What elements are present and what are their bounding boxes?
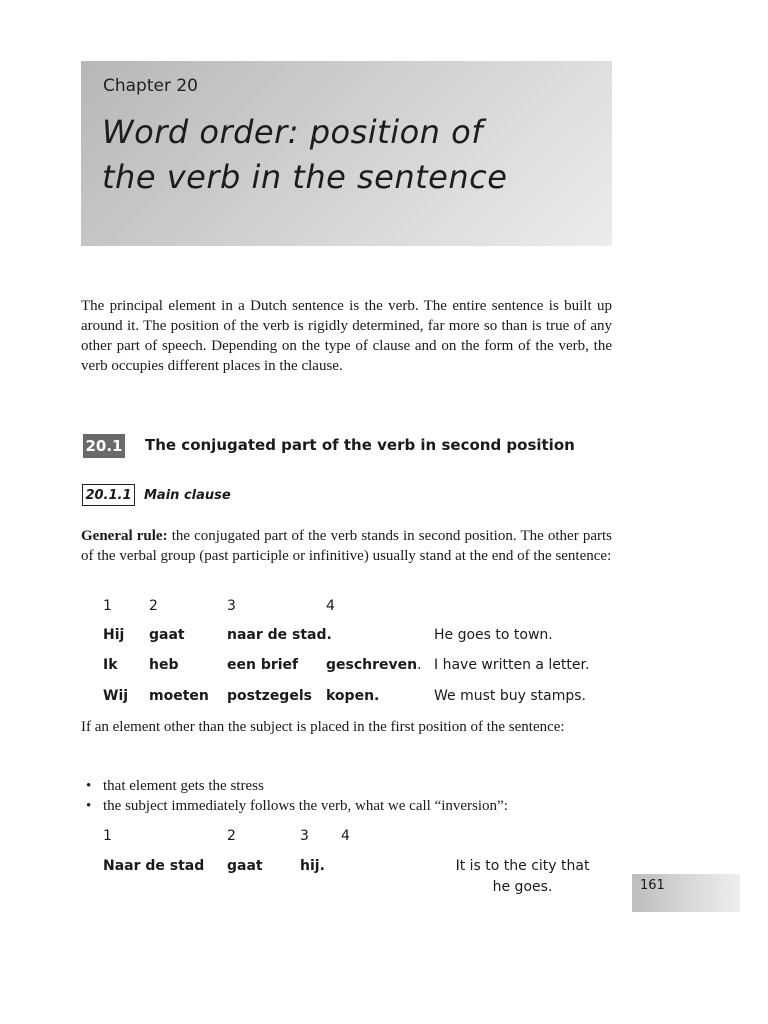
table1-col-2-header: 2	[149, 598, 158, 614]
subsection-number: 20.1.1	[82, 484, 135, 506]
table2-row1-col1: Naar de stad	[103, 858, 205, 874]
list-item: • the subject immediately follows the verb, what we call “inversion”:	[81, 796, 612, 816]
table1-row2-col3: een brief	[227, 657, 299, 673]
section-number: 20.1	[83, 434, 125, 458]
general-rule-paragraph	[81, 526, 612, 566]
table2-col-3-header: 3	[300, 828, 309, 844]
table1-row1-col2: gaat	[149, 627, 185, 643]
table1-row3-col4: kopen.	[326, 688, 380, 704]
bullet-list	[81, 776, 612, 816]
chapter-title-line-1: Word order: position of	[102, 113, 483, 151]
chapter-label: Chapter 20	[103, 76, 199, 96]
table2-translation-line-2: he goes.	[492, 879, 553, 895]
table1-col-3-header: 3	[227, 598, 236, 614]
table2-col-1-header: 1	[103, 828, 112, 844]
table1-row1-col3: naar de stad.	[227, 627, 332, 643]
page-number: 161	[640, 878, 665, 893]
table2-row1-col3: hij.	[300, 858, 325, 874]
section-title: The conjugated part of the verb in second position	[145, 436, 575, 454]
inversion-paragraph: If an element other than the subject is placed in the first position of the sentence:	[81, 719, 565, 735]
chapter-title	[102, 110, 507, 200]
table1-row2-col4-word: geschreven	[326, 657, 418, 673]
table1-row3-col3: postzegels	[227, 688, 312, 704]
table1-row2-col2: heb	[149, 657, 179, 673]
intro-paragraph: The principal element in a Dutch sentence is the verb. The entire sentence is built up around it. The position of the verb is rigidly determined, far more so than is true of any other part of speech. Depending on the type of clause and on the form of the verb, the verb occupies different places in the clause.	[81, 298, 612, 374]
table2-translation-line-1: It is to the city that	[455, 858, 590, 874]
general-rule-text: the conjugated part of the verb stands in second position. The other parts of the verbal group (past participle or infinitive) usually stand at the end of the sentence:	[81, 528, 612, 564]
table1-row1-translation: He goes to town.	[434, 627, 553, 643]
list-item: • that element gets the stress	[81, 776, 612, 796]
table2-col-4-header: 4	[341, 828, 350, 844]
table1-row3-col2: moeten	[149, 688, 209, 704]
table2-row1-translation	[440, 856, 605, 898]
general-rule-label: General rule:	[81, 528, 168, 544]
table1-row2-col4	[326, 657, 422, 673]
subsection-title: Main clause	[144, 488, 231, 503]
table2-row1-col2: gaat	[227, 858, 263, 874]
table1-row1-col1: Hij	[103, 627, 125, 643]
table1-col-1-header: 1	[103, 598, 112, 614]
table1-row3-translation: We must buy stamps.	[434, 688, 586, 704]
table2-col-2-header: 2	[227, 828, 236, 844]
table1-col-4-header: 4	[326, 598, 335, 614]
table1-row2-col4-punct: .	[417, 657, 422, 673]
chapter-title-line-2: the verb in the sentence	[102, 158, 508, 196]
table1-row3-col1: Wij	[103, 688, 129, 704]
table1-row2-translation: I have written a letter.	[434, 657, 590, 673]
table1-row2-col1: Ik	[103, 657, 118, 673]
